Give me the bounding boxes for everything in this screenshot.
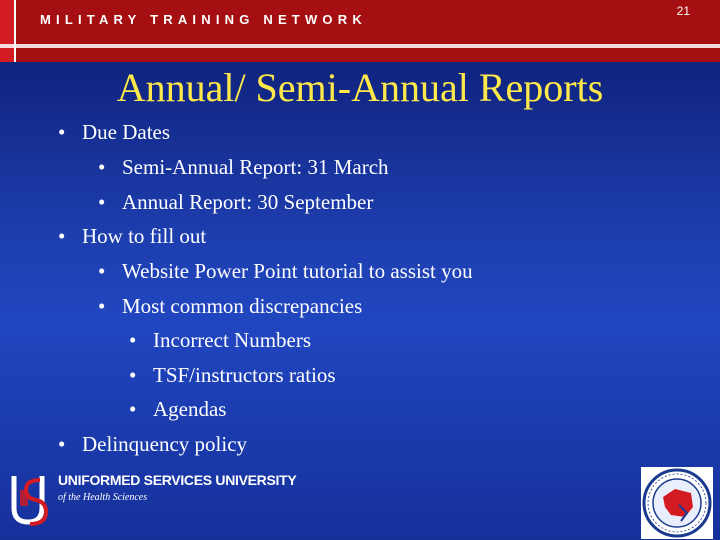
bullet-item <box>98 190 373 214</box>
bullet-item <box>129 328 311 352</box>
bullet-item <box>58 224 206 248</box>
bullet-text: Delinquency policy <box>82 432 248 456</box>
banner-accent <box>0 0 16 62</box>
bullet-text: Most common discrepancies <box>122 294 363 318</box>
bullet-item <box>129 363 336 387</box>
bullet-text: Semi-Annual Report: 31 March <box>122 155 389 179</box>
mtn-seal-icon <box>641 467 713 539</box>
bullet-text: Website Power Point tutorial to assist you <box>122 259 473 283</box>
bullet-item <box>98 155 389 179</box>
bullet-dot: • <box>129 328 137 352</box>
bullet-dot: • <box>58 120 66 144</box>
bullet-text: Due Dates <box>82 120 171 144</box>
usu-logo-icon <box>10 470 50 528</box>
bullet-item <box>98 294 362 318</box>
slide-number: 21 <box>676 4 690 18</box>
slide-title-text: Annual/ Semi-Annual Reports <box>116 65 604 110</box>
usu-logo <box>10 470 297 530</box>
bullet-text: Annual Report: 30 September <box>122 190 374 214</box>
bullet-dot: • <box>129 363 137 387</box>
bullet-text: Agendas <box>153 397 227 421</box>
network-name: MILITARY TRAINING NETWORK <box>40 12 367 27</box>
bullet-dot: • <box>58 432 66 456</box>
university-name: UNIFORMED SERVICES UNIVERSITY <box>58 472 297 488</box>
bullet-dot: • <box>58 224 66 248</box>
bullet-item <box>129 397 226 421</box>
bullet-item <box>58 120 170 144</box>
bullet-text: How to fill out <box>82 224 207 248</box>
banner-stripe <box>0 44 720 48</box>
bullet-dot: • <box>98 155 106 179</box>
bullet-text: Incorrect Numbers <box>153 328 312 352</box>
bullet-dot: • <box>98 294 106 318</box>
university-subtitle: of the Health Sciences <box>58 492 148 503</box>
bullet-item <box>98 259 473 283</box>
bullet-item <box>58 432 247 456</box>
bullet-text: TSF/instructors ratios <box>153 363 336 387</box>
bullet-dot: • <box>98 259 106 283</box>
bullet-dot: • <box>129 397 137 421</box>
bullet-dot: • <box>98 190 106 214</box>
slide-title <box>0 64 720 112</box>
header-banner <box>0 0 720 62</box>
